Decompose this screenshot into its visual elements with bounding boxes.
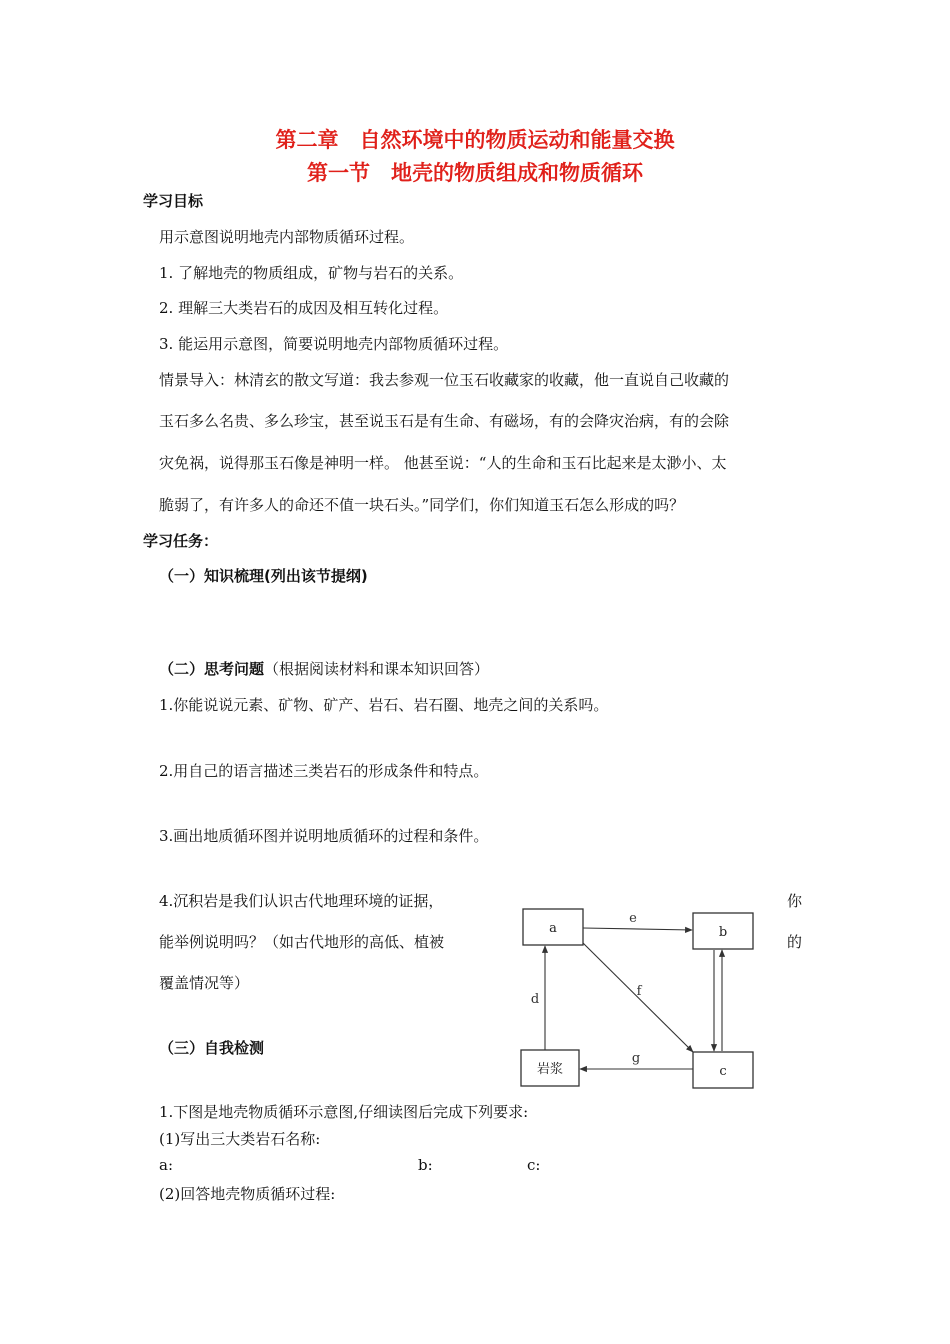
rock-cycle-diagram	[505, 895, 775, 1100]
goal-item-2: 2. 理解三大类岩石的成因及相互转化过程。	[159, 299, 449, 317]
answer-label-b: b:	[418, 1156, 433, 1174]
goals-intro: 用示意图说明地壳内部物质循环过程。	[159, 228, 415, 246]
question-4-line2: 能举例说明吗？（如古代地形的高低、植被	[159, 933, 445, 951]
question-4-line1-end: 你	[787, 892, 803, 910]
answer-label-a: a:	[159, 1156, 173, 1174]
part3-heading	[159, 1037, 264, 1058]
question-2: 2.用自己的语言描述三类岩石的形成条件和特点。	[159, 762, 489, 780]
node-b-label: b	[718, 925, 728, 940]
scenario-line-4: 脆弱了，有许多人的命还不值一块石头。”同学们，你们知道玉石怎么形成的吗？	[159, 496, 685, 514]
question-4-line1: 4.沉积岩是我们认识古代地理环境的证据，	[159, 892, 444, 910]
node-c-label: c	[719, 1064, 727, 1079]
answer-label-c: c:	[527, 1156, 541, 1174]
part3-label: （三）自我检测	[159, 1039, 265, 1057]
node-magma-label: 岩浆	[536, 1062, 564, 1077]
exercise-sub1: (1)写出三大类岩石名称:	[159, 1130, 321, 1148]
exercise-prompt: 1.下图是地壳物质循环示意图,仔细读图后完成下列要求:	[159, 1103, 529, 1121]
question-4-line2-end: 的	[787, 933, 803, 951]
edge-e-arrow	[583, 928, 692, 930]
scenario-line-2: 玉石多么名贵、多么珍宝，甚至说玉石是有生命、有磁场，有的会降灾治病，有的会除	[159, 412, 730, 430]
part2-label: （二）思考问题	[159, 660, 265, 678]
edge-d-label: d	[530, 992, 540, 1007]
goals-heading: 学习目标	[143, 192, 204, 210]
question-1: 1.你能说说元素、矿物、矿产、岩石、岩石圈、地壳之间的关系吗。	[159, 696, 609, 714]
part2-note: （根据阅读材料和课本知识回答）	[264, 660, 490, 678]
edge-g-label: g	[631, 1051, 641, 1066]
scenario-line-3: 灾免祸，说得那玉石像是神明一样。 他甚至说：“人的生命和玉石比起来是太渺小、太	[159, 454, 727, 472]
part1-label: （一）知识梳理(列出该节提纲)	[159, 567, 368, 585]
edge-e-label: e	[629, 911, 637, 926]
tasks-heading: 学习任务：	[143, 532, 219, 550]
part1-heading	[159, 565, 368, 586]
section-title: 第一节 地壳的物质组成和物质循环	[307, 161, 643, 185]
scenario-line-1: 情景导入：林清玄的散文写道：我去参观一位玉石收藏家的收藏，他一直说自己收藏的	[159, 371, 730, 389]
node-a-label: a	[549, 921, 557, 936]
goal-item-1: 1. 了解地壳的物质组成，矿物与岩石的关系。	[159, 264, 464, 282]
edge-f-label: f	[636, 984, 642, 999]
question-3: 3.画出地质循环图并说明地质循环的过程和条件。	[159, 827, 489, 845]
goal-item-3: 3. 能运用示意图，简要说明地壳内部物质循环过程。	[159, 335, 509, 353]
part2-heading	[159, 658, 489, 679]
question-4-line3: 覆盖情况等）	[159, 974, 250, 992]
exercise-sub2: (2)回答地壳物质循环过程:	[159, 1185, 336, 1203]
chapter-title: 第二章 自然环境中的物质运动和能量交换	[275, 128, 675, 152]
